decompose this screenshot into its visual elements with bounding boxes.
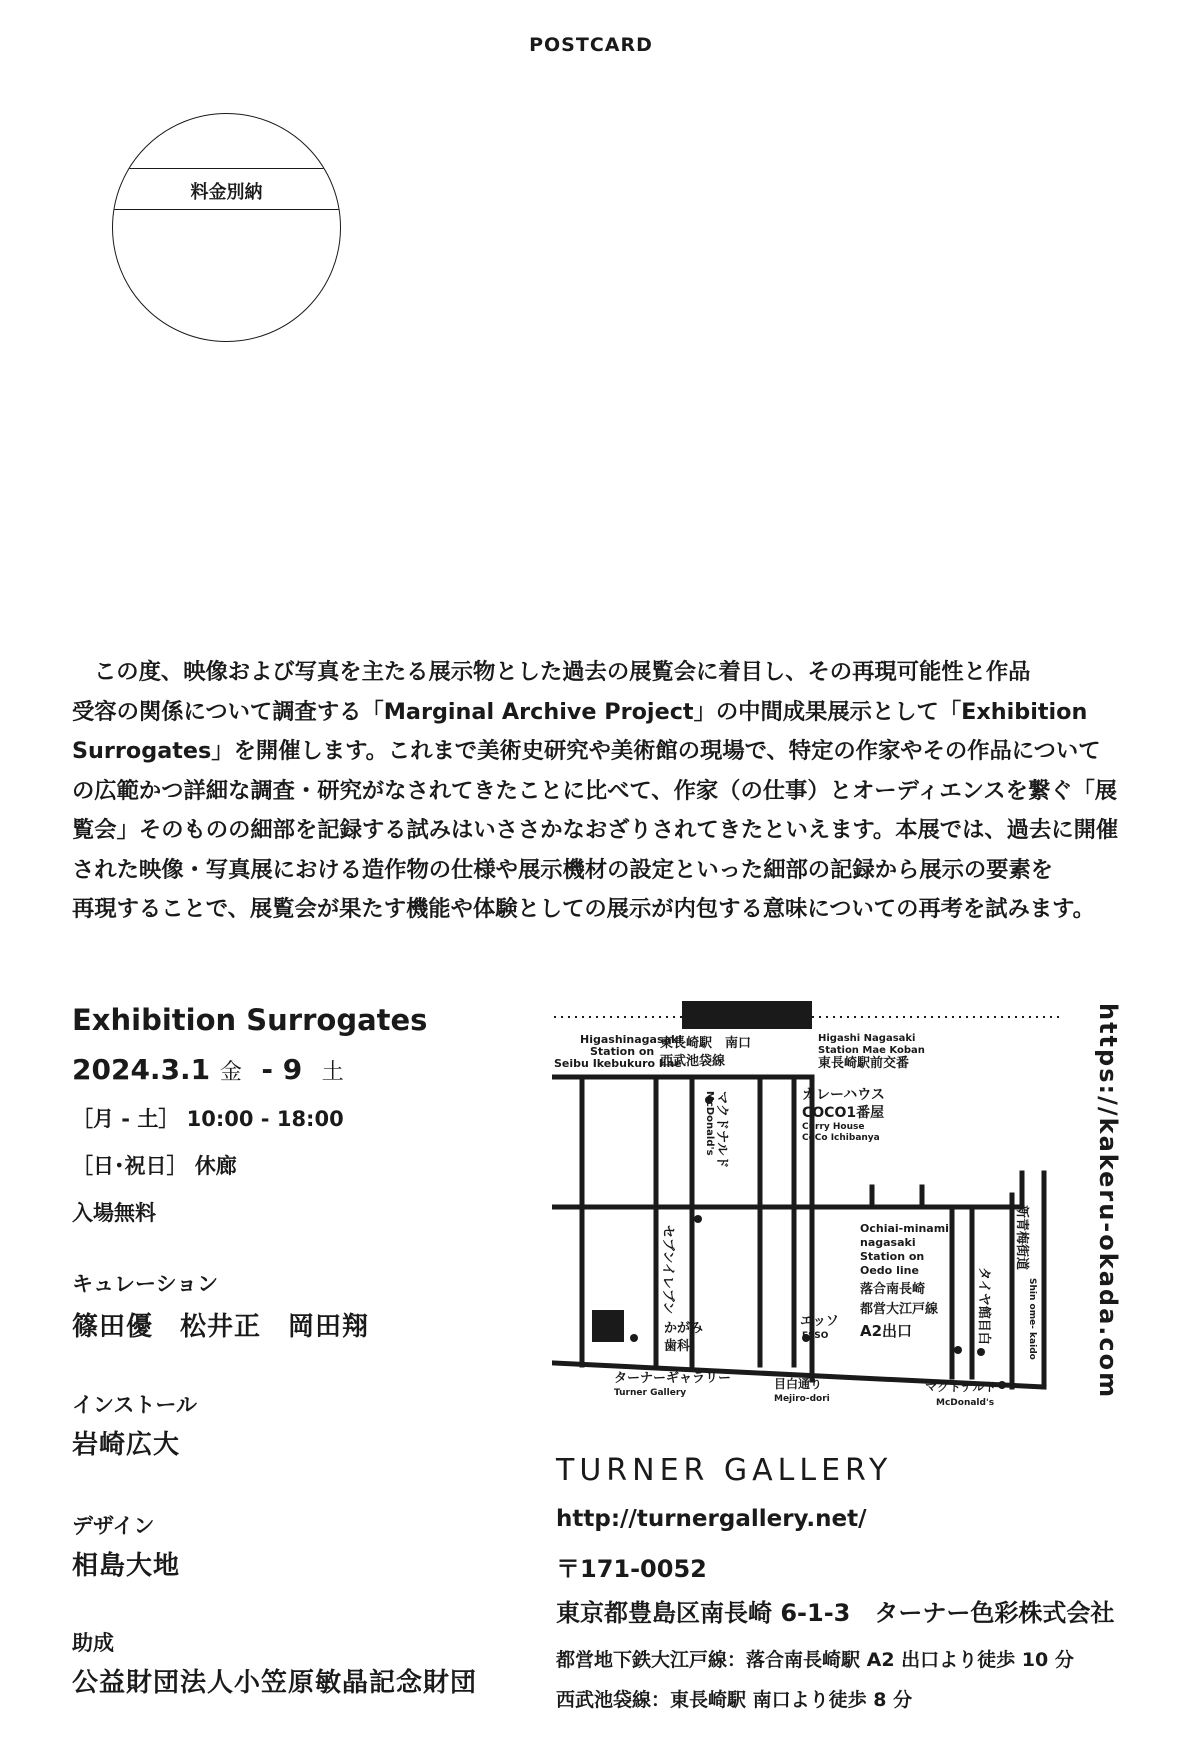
- map-station-left-jp-2: 西武池袋線: [660, 1054, 726, 1069]
- curation-label: キュレーション: [72, 1272, 219, 1296]
- install-names: 岩崎広大: [72, 1430, 181, 1460]
- access-oedo-line: 都営地下鉄大江戸線：落合南長崎駅 A2 出口より徒歩 10 分: [556, 1649, 1074, 1671]
- gallery-name: TURNER GALLERY: [556, 1453, 893, 1488]
- curation-names: 篠田優 松井正 岡田翔: [72, 1312, 370, 1342]
- date-separator: - 9: [251, 1053, 313, 1086]
- map-mcdonalds-top-en: McDonald's: [704, 1091, 715, 1156]
- map-ochiai-jp-3: A2出口: [860, 1322, 913, 1340]
- grant-names: 公益財団法人小笠原敏晶記念財団: [72, 1668, 478, 1698]
- access-seibu-line: 西武池袋線：東長崎駅 南口より徒歩 8 分: [556, 1689, 913, 1711]
- map-kagami-1: かがみ: [664, 1321, 704, 1336]
- map-station-left-en-2: Station on: [590, 1045, 655, 1058]
- map-station-right-en-1: Higashi Nagasaki: [818, 1033, 916, 1044]
- grant-label: 助成: [72, 1631, 114, 1655]
- map-ochiai-jp-1: 落合南長崎: [860, 1282, 926, 1297]
- postage-stamp-band: [113, 168, 340, 210]
- map-curry-jp-2: COCO1番屋: [802, 1105, 885, 1121]
- date-main: 2024.3.1: [72, 1053, 211, 1086]
- map-mcdonalds-bottom-en: McDonald's: [936, 1398, 995, 1408]
- map-shinome-en: Shin ome- kaido: [1027, 1278, 1037, 1360]
- install-label: インストール: [72, 1393, 197, 1417]
- access-map: [552, 995, 1072, 1435]
- description-line: Surrogates」を開催します。これまで美術史研究や美術館の現場で、特定の作家やその作品について: [72, 738, 1101, 764]
- turner-gallery-building: [592, 1310, 624, 1342]
- website-url[interactable]: https://kakeru-okada.com: [1094, 1003, 1122, 1400]
- map-curry-jp-1: カレーハウス: [802, 1087, 885, 1103]
- map-gallery-jp: ターナーギャラリー: [614, 1371, 732, 1386]
- map-mcdonalds-bottom-jp: マクドナルド: [925, 1380, 997, 1394]
- map-kagami-2: 歯科: [664, 1339, 691, 1354]
- design-names: 相島大地: [72, 1551, 181, 1581]
- description-line: 覧会」そのものの細部を記録する試みはいささかなおざりされてきたといえます。本展では、過去に開催: [72, 817, 1119, 843]
- railway-station-block: [682, 1001, 812, 1029]
- exhibition-description: [72, 653, 1120, 930]
- map-esso-en: ESSO: [802, 1331, 829, 1341]
- map-ochiai-en-3: Station on: [860, 1250, 925, 1263]
- map-mejiro-en: Mejiro-dori: [774, 1394, 830, 1404]
- map-mcdonalds-top-jp: マクドナルド: [714, 1091, 729, 1169]
- design-label: デザイン: [72, 1514, 155, 1538]
- map-tire-shop: タイヤ館目白: [976, 1267, 991, 1345]
- map-station-right-en-2: Station Mae Koban: [818, 1045, 925, 1056]
- description-line: された映像・写真展における造作物の仕様や展示機材の設定といった細部の記録から展示の要素を: [72, 856, 1054, 883]
- map-station-left-en-1: Higashinagasaki: [580, 1033, 683, 1046]
- map-esso-jp: エッソ: [800, 1314, 839, 1329]
- postcard-header: POSTCARD: [529, 34, 653, 56]
- map-gallery-en: Turner Gallery: [614, 1388, 687, 1398]
- hours-holiday: ［日･祝日］ 休廊: [72, 1154, 237, 1178]
- description-line: の広範かつ詳細な調査・研究がなされてきたことに比べて、作家（の仕事）とオーディエンスを繋ぐ「展: [72, 777, 1118, 804]
- exhibition-title: Exhibition Surrogates: [72, 1003, 428, 1037]
- map-ochiai-en-1: Ochiai-minami-: [860, 1222, 954, 1235]
- map-curry-en-2: CoCo Ichibanya: [802, 1133, 880, 1143]
- description-line: 再現することで、展覧会が果たす機能や体験としての展示が内包する意味についての再考を試みます。: [72, 896, 1095, 922]
- date-day-start: 金: [219, 1060, 242, 1085]
- map-seven-eleven: セブンイレブン: [660, 1225, 675, 1315]
- map-mejiro-jp: 目白通り: [774, 1377, 823, 1391]
- map-ochiai-jp-2: 都営大江戸線: [860, 1302, 939, 1317]
- description-line: 受容の関係について調査する「Marginal Archive Project」の中間成果展示として「Exhibition: [72, 698, 1088, 725]
- map-station-left-en-3: Seibu Ikebukuro line: [554, 1057, 682, 1070]
- gallery-address: 東京都豊島区南長崎 6-1-3 ターナー色彩株式会社: [556, 1599, 1115, 1627]
- map-station-left-jp-1: 東長崎駅 南口: [660, 1036, 752, 1051]
- postal-code: 〒171-0052: [556, 1555, 707, 1583]
- map-ochiai-en-2: nagasaki: [860, 1236, 916, 1249]
- map-shinome-jp: 新青梅街道: [1014, 1205, 1029, 1271]
- exhibition-dates: [72, 1053, 344, 1086]
- description-line: この度、映像および写真を主たる展示物とした過去の展覧会に着目し、その再現可能性と作品: [94, 659, 1031, 685]
- date-day-end: 土: [321, 1060, 344, 1085]
- hours-weekday: ［月 - 土］ 10:00 - 18:00: [72, 1107, 344, 1131]
- map-curry-en-1: Curry House: [802, 1122, 865, 1132]
- postage-stamp-circle: [112, 113, 341, 342]
- gallery-url[interactable]: http://turnergallery.net/: [556, 1506, 867, 1532]
- map-ochiai-en-4: Oedo line: [860, 1264, 919, 1277]
- admission-note: 入場無料: [72, 1201, 156, 1225]
- map-station-right-jp: 東長崎駅前交番: [818, 1056, 910, 1071]
- postage-paid-label: 料金別納: [190, 182, 263, 203]
